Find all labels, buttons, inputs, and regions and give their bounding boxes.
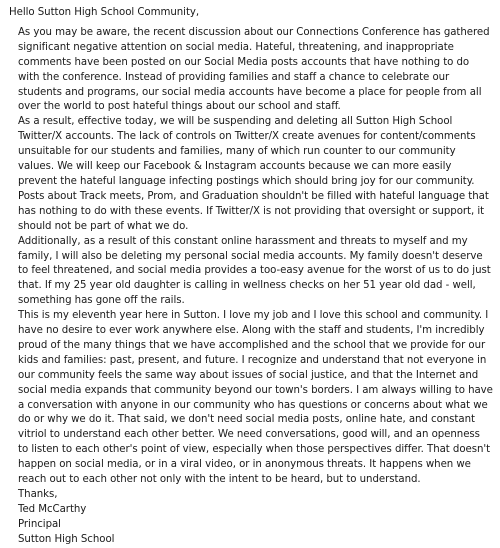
signer-name: Ted McCarthy [18, 503, 87, 515]
signer-school: Sutton High School [18, 533, 115, 545]
letter-paragraph-1: As you may be aware, the recent discussion about our Connections Conference has gathered significant negative attention on social media. Hateful, threatening, and inappropriate comments have been posted on our Social Media posts accounts that have nothing to do with the conference. Instead of providing families and staff a chance to celebrate our students and programs, our social media accounts have become a place for people from all over the world to post hateful things about our school and staff. [18, 26, 490, 113]
letter-greeting: Hello Sutton High School Community, [9, 7, 200, 18]
letter-paragraph-3: Additionally, as a result of this constant online harassment and threats to myself and my family, I will also be deleting my personal social media accounts. My family doesn't deserve to feel threatened, and social media provides a too-easy avenue for the worst of us to do just that. If my 25 year old daughter is calling in wellness checks on her 51 year old dad - well, something has gone off the rails. [18, 235, 491, 307]
letter-paragraph-2: As a result, effective today, we will be suspending and deleting all Sutton High School Twitter/X accounts. The lack of controls on Twitter/X create avenues for content/comments unsuitable for our students and families, many of which run counter to our community values. We will keep our Facebook & Instagram accounts because we can more easily prevent the hateful language infecting postings which should bring joy for our community. Posts about Track meets, Prom, and Graduation shouldn't be filled with hateful language that has nothing to do with these events. If Twitter/X is not providing that oversight or support, it should not be part of what we do. [18, 116, 489, 232]
signer-title: Principal [18, 518, 61, 530]
letter [9, 6, 493, 548]
letter-paragraph-4: This is my eleventh year here in Sutton. I love my job and I love this school and community. I have no desire to ever work anywhere else. Along with the staff and students, I'm incredibly proud of the many things that we have accomplished and the school that we provide for our kids and families: past, present, and future. I recognize and understand that not everyone in our community feels the same way about issues of social justice, and that the Internet and social media expands that community beyond our town's borders. I am always willing to have a conversation with anyone in our community who has questions or concerns about what we do or why we do it. That said, we don't need social media posts, online hate, and constant vitriol to understand each other better. We need conversations, good will, and an openness to listen to each other's point of view, especially when those perspectives differ. That doesn't happen on social media, or in a viral video, or in anonymous threats. It happens when we reach out to each other not only with the intent to be heard, but to understand. [18, 310, 493, 486]
letter-closing: Thanks, [18, 489, 58, 500]
